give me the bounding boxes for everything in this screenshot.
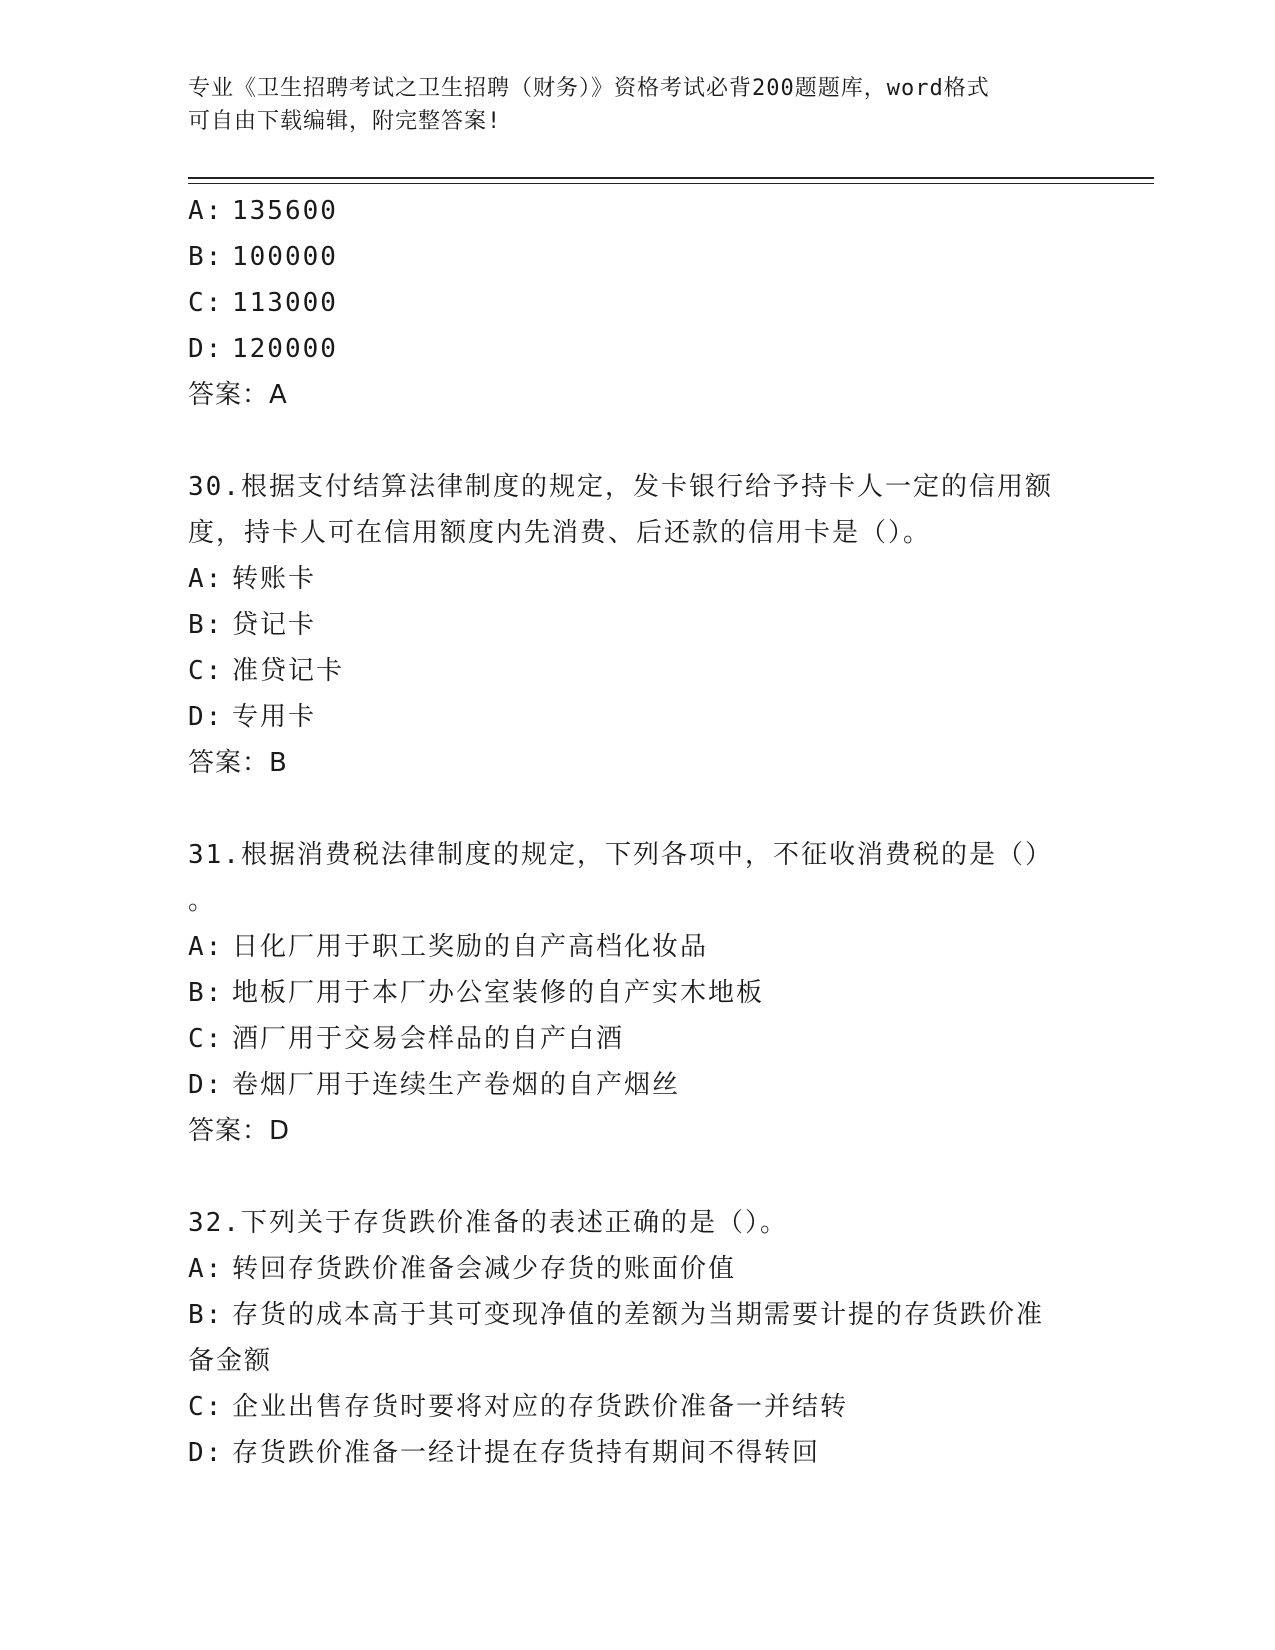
answer: 答案：D <box>188 1116 291 1146</box>
spacer <box>188 418 1088 464</box>
question-32 <box>188 1200 1088 1476</box>
question-30 <box>188 464 1088 786</box>
option-d: D: 专用卡 <box>188 702 317 732</box>
question-stem: 30.根据支付结算法律制度的规定，发卡银行给予持卡人一定的信用额 <box>188 472 1053 502</box>
option-b: B: 地板厂用于本厂办公室装修的自产实木地板 <box>188 978 765 1008</box>
answer: 答案：B <box>188 748 288 778</box>
question-stem: 31.根据消费税法律制度的规定，下列各项中，不征收消费税的是（） <box>188 840 1053 870</box>
option-b: B: 100000 <box>188 242 338 272</box>
header-divider-thin <box>188 183 1154 184</box>
option-d: D: 存货跌价准备一经计提在存货持有期间不得转回 <box>188 1438 821 1468</box>
option-c: C: 113000 <box>188 288 338 318</box>
option-b-cont: 备金额 <box>188 1346 273 1376</box>
header-line-2: 可自由下载编辑，附完整答案! <box>188 109 502 134</box>
option-d: D: 120000 <box>188 334 338 364</box>
option-c: C: 准贷记卡 <box>188 656 345 686</box>
option-b: B: 贷记卡 <box>188 610 317 640</box>
question-content <box>188 188 1088 1476</box>
spacer <box>188 1154 1088 1200</box>
option-c: C: 酒厂用于交易会样品的自产白酒 <box>188 1024 625 1054</box>
header-divider-thick <box>188 177 1154 179</box>
option-d: D: 卷烟厂用于连续生产卷烟的自产烟丝 <box>188 1070 681 1100</box>
document-header <box>188 72 1088 138</box>
answer: 答案：A <box>188 380 288 410</box>
question-stem-cont: 度，持卡人可在信用额度内先消费、后还款的信用卡是（）。 <box>188 518 932 548</box>
option-a: A: 转账卡 <box>188 564 317 594</box>
option-c: C: 企业出售存货时要将对应的存货跌价准备一并结转 <box>188 1392 849 1422</box>
question-31 <box>188 832 1088 1154</box>
option-a: A: 135600 <box>188 196 338 226</box>
option-b: B: 存货的成本高于其可变现净值的差额为当期需要计提的存货跌价准 <box>188 1300 1045 1330</box>
prev-question-block <box>188 188 1088 418</box>
option-a: A: 日化厂用于职工奖励的自产高档化妆品 <box>188 932 709 962</box>
spacer <box>188 786 1088 832</box>
question-stem: 32.下列关于存货跌价准备的表述正确的是（）。 <box>188 1208 788 1238</box>
question-stem-cont: 。 <box>188 886 217 916</box>
option-a: A: 转回存货跌价准备会减少存货的账面价值 <box>188 1254 737 1284</box>
header-line-1: 专业《卫生招聘考试之卫生招聘（财务）》资格考试必背200题题库，word格式 <box>188 76 990 101</box>
